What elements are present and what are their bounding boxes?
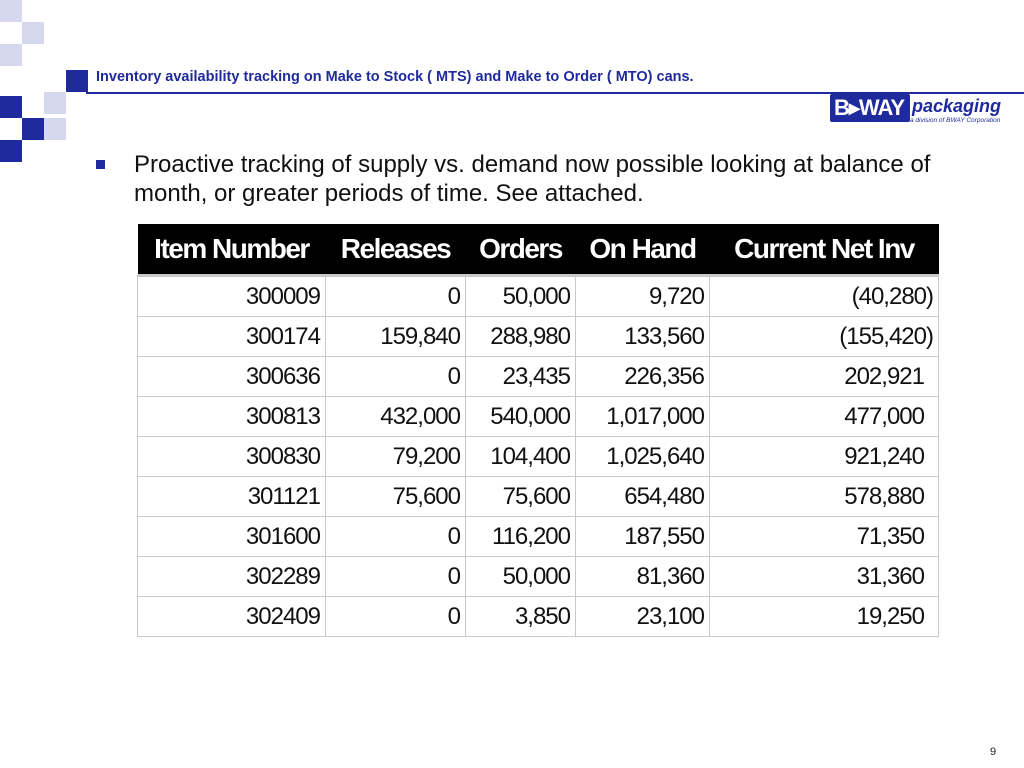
table-cell: 202,921 bbox=[710, 357, 939, 397]
decorative-squares bbox=[0, 0, 90, 170]
table-cell: 187,550 bbox=[576, 517, 710, 557]
table-cell: 302409 bbox=[138, 597, 326, 637]
table-cell: 133,560 bbox=[576, 317, 710, 357]
bullet-point bbox=[96, 150, 956, 208]
bullet-text: Proactive tracking of supply vs. demand now possible looking at balance of month, or greater periods of time. See attached. bbox=[134, 151, 931, 207]
table-cell: 300174 bbox=[138, 317, 326, 357]
table-cell: 19,250 bbox=[710, 597, 939, 637]
table-cell: 300009 bbox=[138, 276, 326, 317]
table-cell: 300636 bbox=[138, 357, 326, 397]
table-cell: 432,000 bbox=[326, 397, 466, 437]
table-row bbox=[138, 276, 939, 317]
table-cell: 921,240 bbox=[710, 437, 939, 477]
table-cell: 75,600 bbox=[466, 477, 576, 517]
table-row bbox=[138, 357, 939, 397]
table-cell: 104,400 bbox=[466, 437, 576, 477]
table-cell: 477,000 bbox=[710, 397, 939, 437]
header-item-number: Item Number bbox=[138, 224, 326, 276]
table-cell: 302289 bbox=[138, 557, 326, 597]
table-cell: 288,980 bbox=[466, 317, 576, 357]
table-cell: 1,017,000 bbox=[576, 397, 710, 437]
table-cell: (155,420) bbox=[710, 317, 939, 357]
table-cell: 226,356 bbox=[576, 357, 710, 397]
bullet-square-icon bbox=[96, 160, 105, 169]
table-cell: 50,000 bbox=[466, 276, 576, 317]
table-cell: 654,480 bbox=[576, 477, 710, 517]
table-cell: 159,840 bbox=[326, 317, 466, 357]
table-row bbox=[138, 517, 939, 557]
table-row bbox=[138, 477, 939, 517]
table-cell: 9,720 bbox=[576, 276, 710, 317]
page-number: 9 bbox=[990, 746, 997, 758]
inventory-table bbox=[137, 224, 939, 637]
table-cell: 1,025,640 bbox=[576, 437, 710, 477]
logo-mark: B▸WAY bbox=[830, 94, 910, 122]
slide-title: Inventory availability tracking on Make to Stock ( MTS) and Make to Order ( MTO) cans. bbox=[96, 69, 694, 85]
logo-wordmark: packaging bbox=[912, 96, 1002, 116]
table-cell: 578,880 bbox=[710, 477, 939, 517]
table-cell: 31,360 bbox=[710, 557, 939, 597]
table-cell: 540,000 bbox=[466, 397, 576, 437]
table-cell: 300830 bbox=[138, 437, 326, 477]
table-row bbox=[138, 597, 939, 637]
table-cell: 0 bbox=[326, 557, 466, 597]
table-header-row bbox=[138, 224, 939, 276]
table-cell: 0 bbox=[326, 276, 466, 317]
table-cell: 81,360 bbox=[576, 557, 710, 597]
table-cell: 79,200 bbox=[326, 437, 466, 477]
table-cell: 0 bbox=[326, 517, 466, 557]
table-cell: 0 bbox=[326, 597, 466, 637]
table-cell: 71,350 bbox=[710, 517, 939, 557]
table-row bbox=[138, 397, 939, 437]
company-logo bbox=[830, 94, 1010, 132]
table-cell: 75,600 bbox=[326, 477, 466, 517]
table-cell: 23,435 bbox=[466, 357, 576, 397]
header-releases: Releases bbox=[326, 224, 466, 276]
table-cell: 300813 bbox=[138, 397, 326, 437]
table-row bbox=[138, 557, 939, 597]
table-cell: 116,200 bbox=[466, 517, 576, 557]
table-cell: 23,100 bbox=[576, 597, 710, 637]
table-row bbox=[138, 437, 939, 477]
header-on-hand: On Hand bbox=[576, 224, 710, 276]
table-cell: 3,850 bbox=[466, 597, 576, 637]
header-current-net-inv: Current Net Inv bbox=[710, 224, 939, 276]
table-cell: 301121 bbox=[138, 477, 326, 517]
table-cell: 301600 bbox=[138, 517, 326, 557]
table-cell: (40,280) bbox=[710, 276, 939, 317]
header-orders: Orders bbox=[466, 224, 576, 276]
table-cell: 50,000 bbox=[466, 557, 576, 597]
table-cell: 0 bbox=[326, 357, 466, 397]
logo-tagline: a division of BWAY Corporation bbox=[910, 117, 1001, 124]
table-row bbox=[138, 317, 939, 357]
